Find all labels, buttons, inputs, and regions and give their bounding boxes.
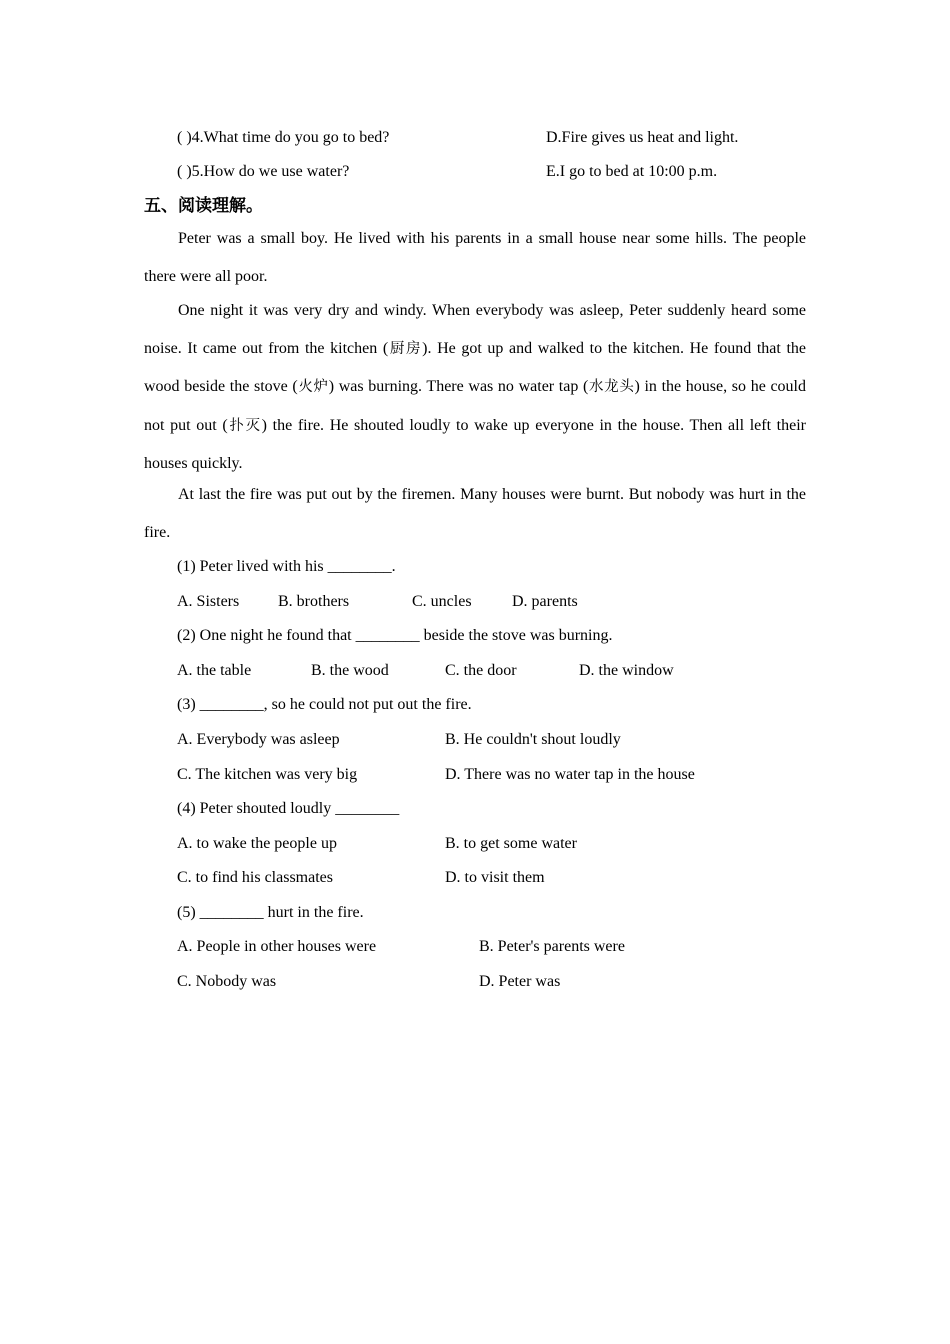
question-1-option-c: C. uncles	[412, 593, 472, 610]
question-2-option-c: C. the door	[445, 662, 517, 679]
question-3-stem: (3) ________, so he could not put out the fire.	[177, 696, 472, 713]
matching-question-5: ( )5.How do we use water?	[177, 163, 350, 180]
question-2-option-d: D. the window	[579, 662, 674, 679]
matching-question-4: ( )4.What time do you go to bed?	[177, 129, 390, 146]
question-5-stem: (5) ________ hurt in the fire.	[177, 904, 364, 921]
matching-answer-e: E.I go to bed at 10:00 p.m.	[546, 163, 718, 180]
passage-text: ). He got up and walked to the kitchen. He found that the wood beside the stove (	[144, 339, 807, 395]
question-3-option-d: D. There was no water tap in the house	[445, 766, 695, 783]
gloss-water-tap: 水龙头	[588, 379, 635, 395]
passage-text: ) in the house, so he could not put out (	[144, 378, 807, 434]
gloss-kitchen: 厨房	[388, 340, 423, 357]
question-3-option-a: A. Everybody was asleep	[177, 731, 340, 748]
passage-text: One night it was very dry and windy. When everybody was asleep, Peter suddenly heard some noise. It came out from the kitchen (	[144, 302, 806, 357]
question-4-option-d: D. to visit them	[445, 869, 545, 886]
question-3-option-c: C. The kitchen was very big	[177, 766, 358, 783]
question-2-option-b: B. the wood	[311, 662, 389, 679]
question-2-stem: (2) One night he found that ________ beside the stove was burning.	[177, 627, 613, 644]
passage-text: ) the fire. He shouted loudly to wake up everyone in the house. Then all left their houses quickly.	[144, 416, 806, 472]
question-4-option-a: A. to wake the people up	[177, 835, 337, 852]
question-5-option-d: D. Peter was	[479, 973, 561, 990]
passage-paragraph-2	[144, 292, 806, 483]
matching-answer-d: D.Fire gives us heat and light.	[546, 129, 739, 146]
question-5-option-a: A. People in other houses were	[177, 938, 377, 955]
question-4-stem: (4) Peter shouted loudly ________	[177, 800, 400, 817]
question-4-option-b: B. to get some water	[445, 835, 577, 852]
question-1-option-b: B. brothers	[278, 593, 350, 610]
passage-text: ) was burning. There was no water tap (	[328, 378, 589, 395]
question-3-option-b: B. He couldn't shout loudly	[445, 731, 621, 748]
question-4-option-c: C. to find his classmates	[177, 869, 333, 886]
gloss-put-out: 扑灭	[227, 417, 262, 434]
question-1-stem: (1) Peter lived with his ________.	[177, 558, 396, 575]
question-1-option-d: D. parents	[512, 593, 578, 610]
question-5-option-b: B. Peter's parents were	[479, 938, 625, 955]
gloss-stove: 火炉	[297, 379, 329, 395]
section-title: 五、阅读理解。	[144, 196, 263, 216]
passage-paragraph-1: Peter was a small boy. He lived with his parents in a small house near some hills. The people there were all poor.	[144, 230, 806, 285]
question-1-option-a: A. Sisters	[177, 593, 240, 610]
passage-paragraph-3: At last the fire was put out by the firemen. Many houses were burnt. But nobody was hurt in the fire.	[144, 486, 806, 541]
question-2-option-a: A. the table	[177, 662, 252, 679]
question-5-option-c: C. Nobody was	[177, 973, 277, 990]
